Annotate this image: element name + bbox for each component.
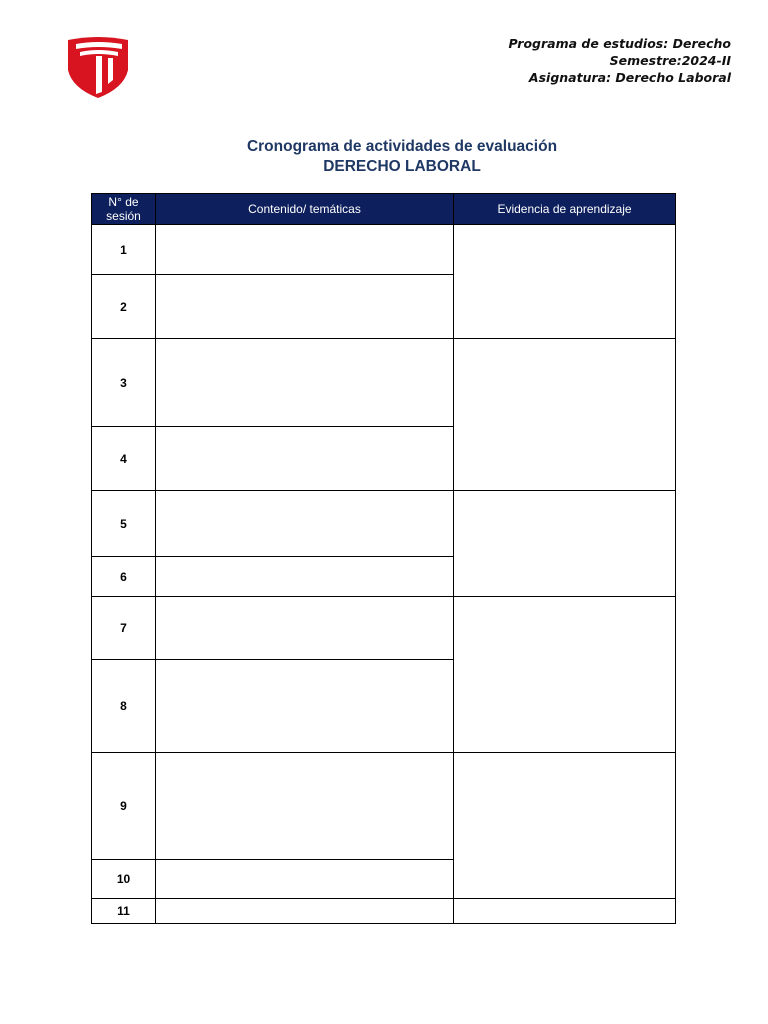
table-row [92,225,676,275]
title-line-2: DERECHO LABORAL [323,158,481,175]
document-header-info [509,35,731,86]
header-evidence: Evidencia de aprendizaje [454,194,676,225]
content-cell [156,557,454,597]
university-logo [66,36,130,100]
program-label: Programa de estudios: Derecho [508,36,731,51]
title-line-1: Cronograma de actividades de evaluación [246,138,558,155]
session-number: 5 [92,491,156,557]
session-number: 11 [92,899,156,924]
content-cell [156,491,454,557]
content-cell [156,427,454,491]
content-cell [156,660,454,753]
table-row [92,899,676,924]
table-row [92,597,676,660]
session-number: 1 [92,225,156,275]
session-number: 2 [92,275,156,339]
table-row [92,339,676,427]
session-number: 6 [92,557,156,597]
content-cell [156,225,454,275]
session-number: 7 [92,597,156,660]
content-cell [156,339,454,427]
session-number: 3 [92,339,156,427]
session-number: 8 [92,660,156,753]
table-row [92,753,676,860]
table-header-row [92,194,676,225]
content-cell [156,597,454,660]
evidence-cell [454,753,676,899]
table-row [92,491,676,557]
content-cell [156,899,454,924]
session-number: 9 [92,753,156,860]
header-session: N° de sesión [92,194,156,225]
evidence-cell [454,597,676,753]
session-number: 10 [92,860,156,899]
subject-label: Asignatura: Derecho Laboral [528,70,731,85]
evidence-cell [454,225,676,339]
evidence-cell [454,899,676,924]
content-cell [156,753,454,860]
content-cell [156,860,454,899]
evaluation-schedule-table [91,193,676,924]
session-number: 4 [92,427,156,491]
document-title [0,137,768,177]
evidence-cell [454,339,676,491]
semester-label: Semestre:2024-II [609,53,731,68]
header-content: Contenido/ temáticas [156,194,454,225]
evidence-cell [454,491,676,597]
content-cell [156,275,454,339]
